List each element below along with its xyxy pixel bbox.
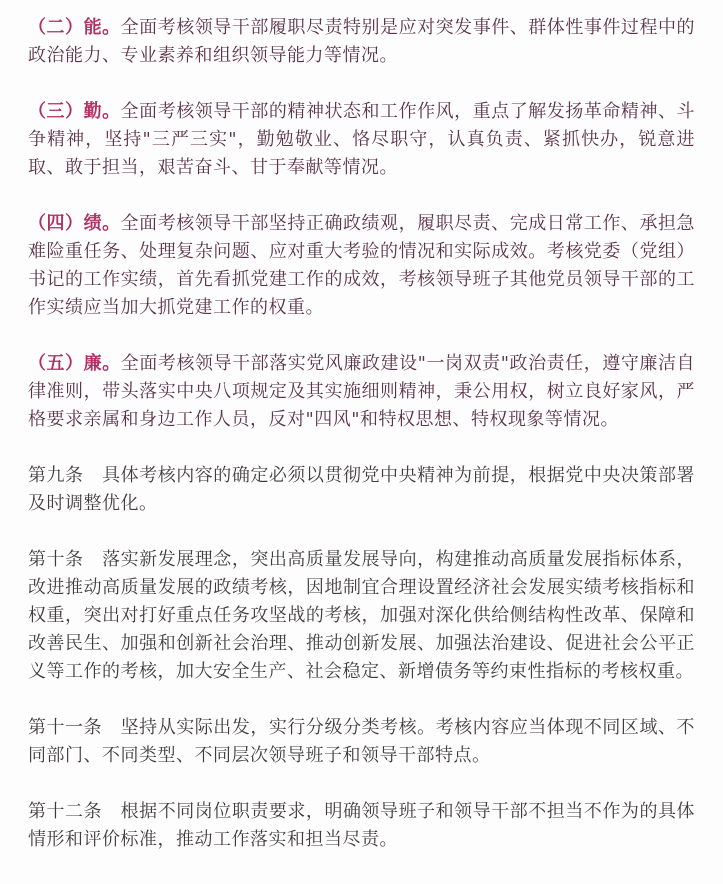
paragraph	[28, 798, 695, 854]
paragraph-lead: （三）勤。	[28, 101, 121, 122]
paragraph-text: 全面考核领导干部的精神状态和工作作风，重点了解发扬革命精神、斗争精神，坚持"三严三实"，勤勉敬业、恪尽职守，认真负责、紧抓快办，锐意进取、敢于担当，艰苦奋斗、甘于奉献等情况。	[28, 101, 696, 178]
paragraph-lead: （五）廉。	[28, 353, 121, 374]
paragraph-text: 第十一条 坚持从实际出发，实行分级分类考核。考核内容应当体现不同区域、不同部门、不同类型、不同层次领导班子和领导干部特点。	[28, 717, 695, 766]
paragraph	[28, 98, 695, 182]
paragraph-lead: （四）绩。	[28, 213, 121, 234]
paragraph-text: 全面考核领导干部坚持正确政绩观，履职尽责、完成日常工作、承担急难险重任务、处理复杂问题、应对重大考验的情况和实际成效。考核党委（党组）书记的工作实绩，首先看抓党建工作的成效，考核领导班子其他党员领导干部的工作实绩应当加大抓党建工作的权重。	[28, 213, 696, 318]
paragraph-text: 全面考核领导干部落实党风廉政建设"一岗双责"政治责任，遵守廉洁自律准则，带头落实中央八项规定及其实施细则精神，秉公用权，树立良好家风，严格要求亲属和身边工作人员，反对"四风"和特权思想、特权现象等情况。	[28, 353, 696, 430]
paragraph	[28, 14, 695, 70]
paragraph	[28, 714, 695, 770]
paragraph	[28, 350, 695, 434]
paragraph	[28, 546, 695, 686]
paragraph	[28, 210, 695, 322]
paragraph-text: 第九条 具体考核内容的确定必须以贯彻党中央精神为前提，根据党中央决策部署及时调整优化。	[28, 465, 695, 514]
paragraph-lead: （二）能。	[28, 17, 121, 38]
paragraph-text: 第十条 落实新发展理念，突出高质量发展导向，构建推动高质量发展指标体系，改进推动高质量发展的政绩考核，因地制宜合理设置经济社会发展实绩考核指标和权重，突出对打好重点任务攻坚战的考核，加强对深化供给侧结构性改革、保障和改善民生、加强和创新社会治理、推动创新发展、加强法治建设、促进社会公平正义等工作的考核，加大安全生产、社会稳定、新增债务等约束性指标的考核权重。	[28, 549, 695, 682]
paragraph-text: 全面考核领导干部履职尽责特别是应对突发事件、群体性事件过程中的政治能力、专业素养和组织领导能力等情况。	[28, 17, 696, 66]
paragraph	[28, 462, 695, 518]
paragraph-text: 第十二条 根据不同岗位职责要求，明确领导班子和领导干部不担当不作为的具体情形和评价标准，推动工作落实和担当尽责。	[28, 801, 695, 850]
